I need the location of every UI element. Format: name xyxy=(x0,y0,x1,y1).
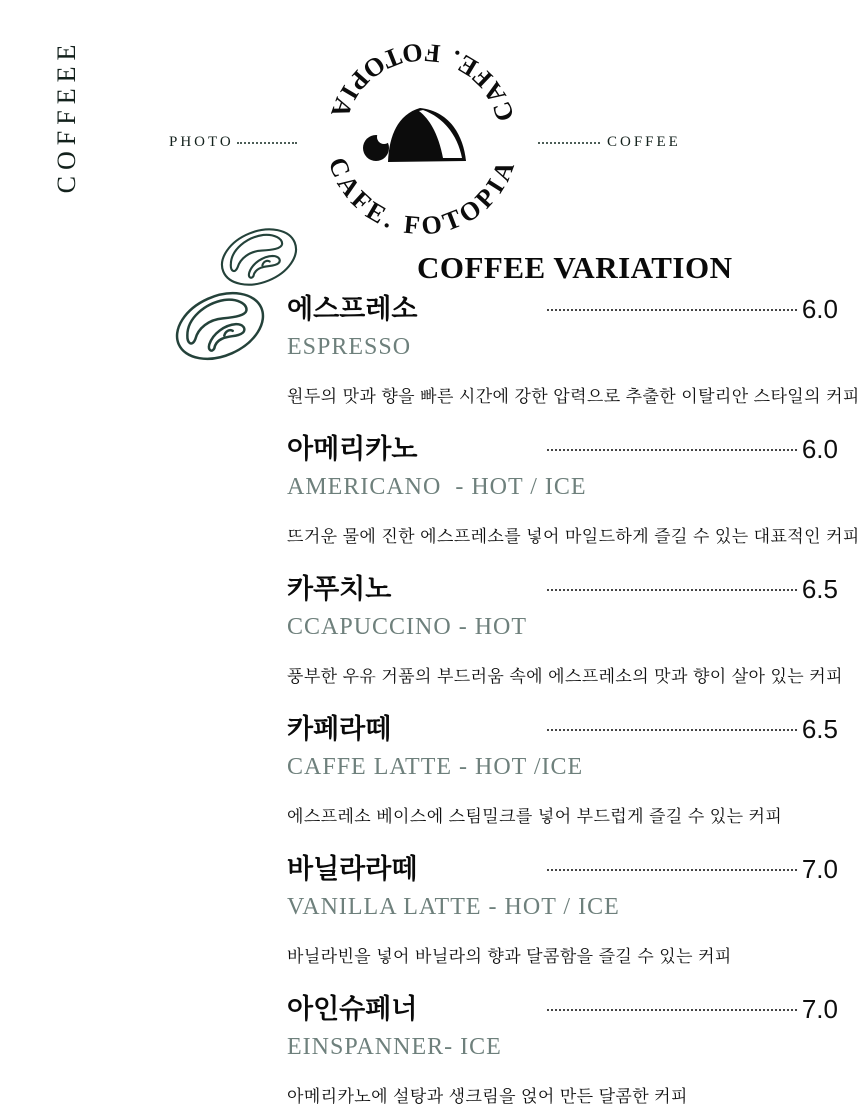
side-label: COFFEEE xyxy=(52,38,81,194)
dotted-leader-line xyxy=(547,1009,797,1011)
menu-item-header-row xyxy=(287,994,838,1026)
item-name-korean: 바닐라라떼 xyxy=(287,854,418,884)
item-price: 6.5 xyxy=(801,714,838,744)
item-name-korean: 에스프레소 xyxy=(287,294,418,324)
menu-item-header-row xyxy=(287,714,838,746)
menu-item-header-row xyxy=(287,434,838,466)
svg-text:CAFE. FOTOPIA xyxy=(323,153,522,240)
item-name-korean: 아인슈페너 xyxy=(287,994,418,1024)
header-left-dotted-line xyxy=(237,142,297,144)
item-name-korean: 아메리카노 xyxy=(287,434,418,464)
page-title: COFFEE VARIATION xyxy=(417,250,733,285)
item-name-english: EINSPANNER- ICE xyxy=(287,1034,502,1060)
item-description: 아메리카노에 설탕과 생크림을 얹어 만든 달콤한 커피 xyxy=(287,1087,688,1106)
dotted-leader-line xyxy=(547,729,797,731)
menu-item-header-row xyxy=(287,854,838,886)
header-coffee-label: COFFEE xyxy=(607,134,681,150)
header-photo-label: PHOTO xyxy=(169,134,234,150)
item-name-english: ESPRESSO xyxy=(287,334,412,360)
item-description: 뜨거운 물에 진한 에스프레소를 넣어 마일드하게 즐길 수 있는 대표적인 커피 xyxy=(287,527,860,546)
dotted-leader-line xyxy=(547,589,797,591)
item-price: 6.0 xyxy=(801,294,838,324)
item-description: 원두의 맛과 향을 빠른 시간에 강한 압력으로 추출한 이탈리안 스타일의 커피 xyxy=(287,387,860,406)
item-price: 6.0 xyxy=(801,434,838,464)
menu-item xyxy=(287,714,838,854)
item-description: 바닐라빈을 넣어 바닐라의 향과 달콤함을 즐길 수 있는 커피 xyxy=(287,947,732,966)
cafe-fotopia-logo xyxy=(292,28,552,250)
dotted-leader-line xyxy=(547,449,797,451)
dotted-leader-line xyxy=(547,309,797,311)
item-name-english: VANILLA LATTE - HOT / ICE xyxy=(287,894,620,920)
item-price: 6.5 xyxy=(801,574,838,604)
item-name-english: AMERICANO - HOT / ICE xyxy=(287,474,587,500)
dotted-leader-line xyxy=(547,869,797,871)
item-description: 풍부한 우유 거품의 부드러움 속에 에스프레소의 맛과 향이 살아 있는 커피 xyxy=(287,667,843,686)
item-name-english: CCAPUCCINO - HOT xyxy=(287,614,528,640)
menu-item xyxy=(287,434,860,574)
item-description: 에스프레소 베이스에 스팀밀크를 넣어 부드럽게 즐길 수 있는 커피 xyxy=(287,807,783,826)
item-price: 7.0 xyxy=(801,994,838,1024)
logo-bean-emblem-icon xyxy=(363,108,466,162)
item-name-english: CAFFE LATTE - HOT /ICE xyxy=(287,754,584,780)
logo-arc-text-bottom: CAFE. FOTOPIA xyxy=(322,153,522,241)
menu-item xyxy=(287,994,838,1112)
menu-item xyxy=(287,854,838,994)
item-price: 7.0 xyxy=(801,854,838,884)
menu-item-header-row xyxy=(287,294,838,326)
item-name-korean: 카페라떼 xyxy=(287,714,392,744)
menu-item xyxy=(287,574,843,714)
menu-item xyxy=(287,294,860,434)
logo-arc-text-top: CAFE. FOTOPIA xyxy=(323,37,521,126)
menu-list xyxy=(287,294,860,1112)
item-name-korean: 카푸치노 xyxy=(287,574,392,604)
menu-item-header-row xyxy=(287,574,838,606)
